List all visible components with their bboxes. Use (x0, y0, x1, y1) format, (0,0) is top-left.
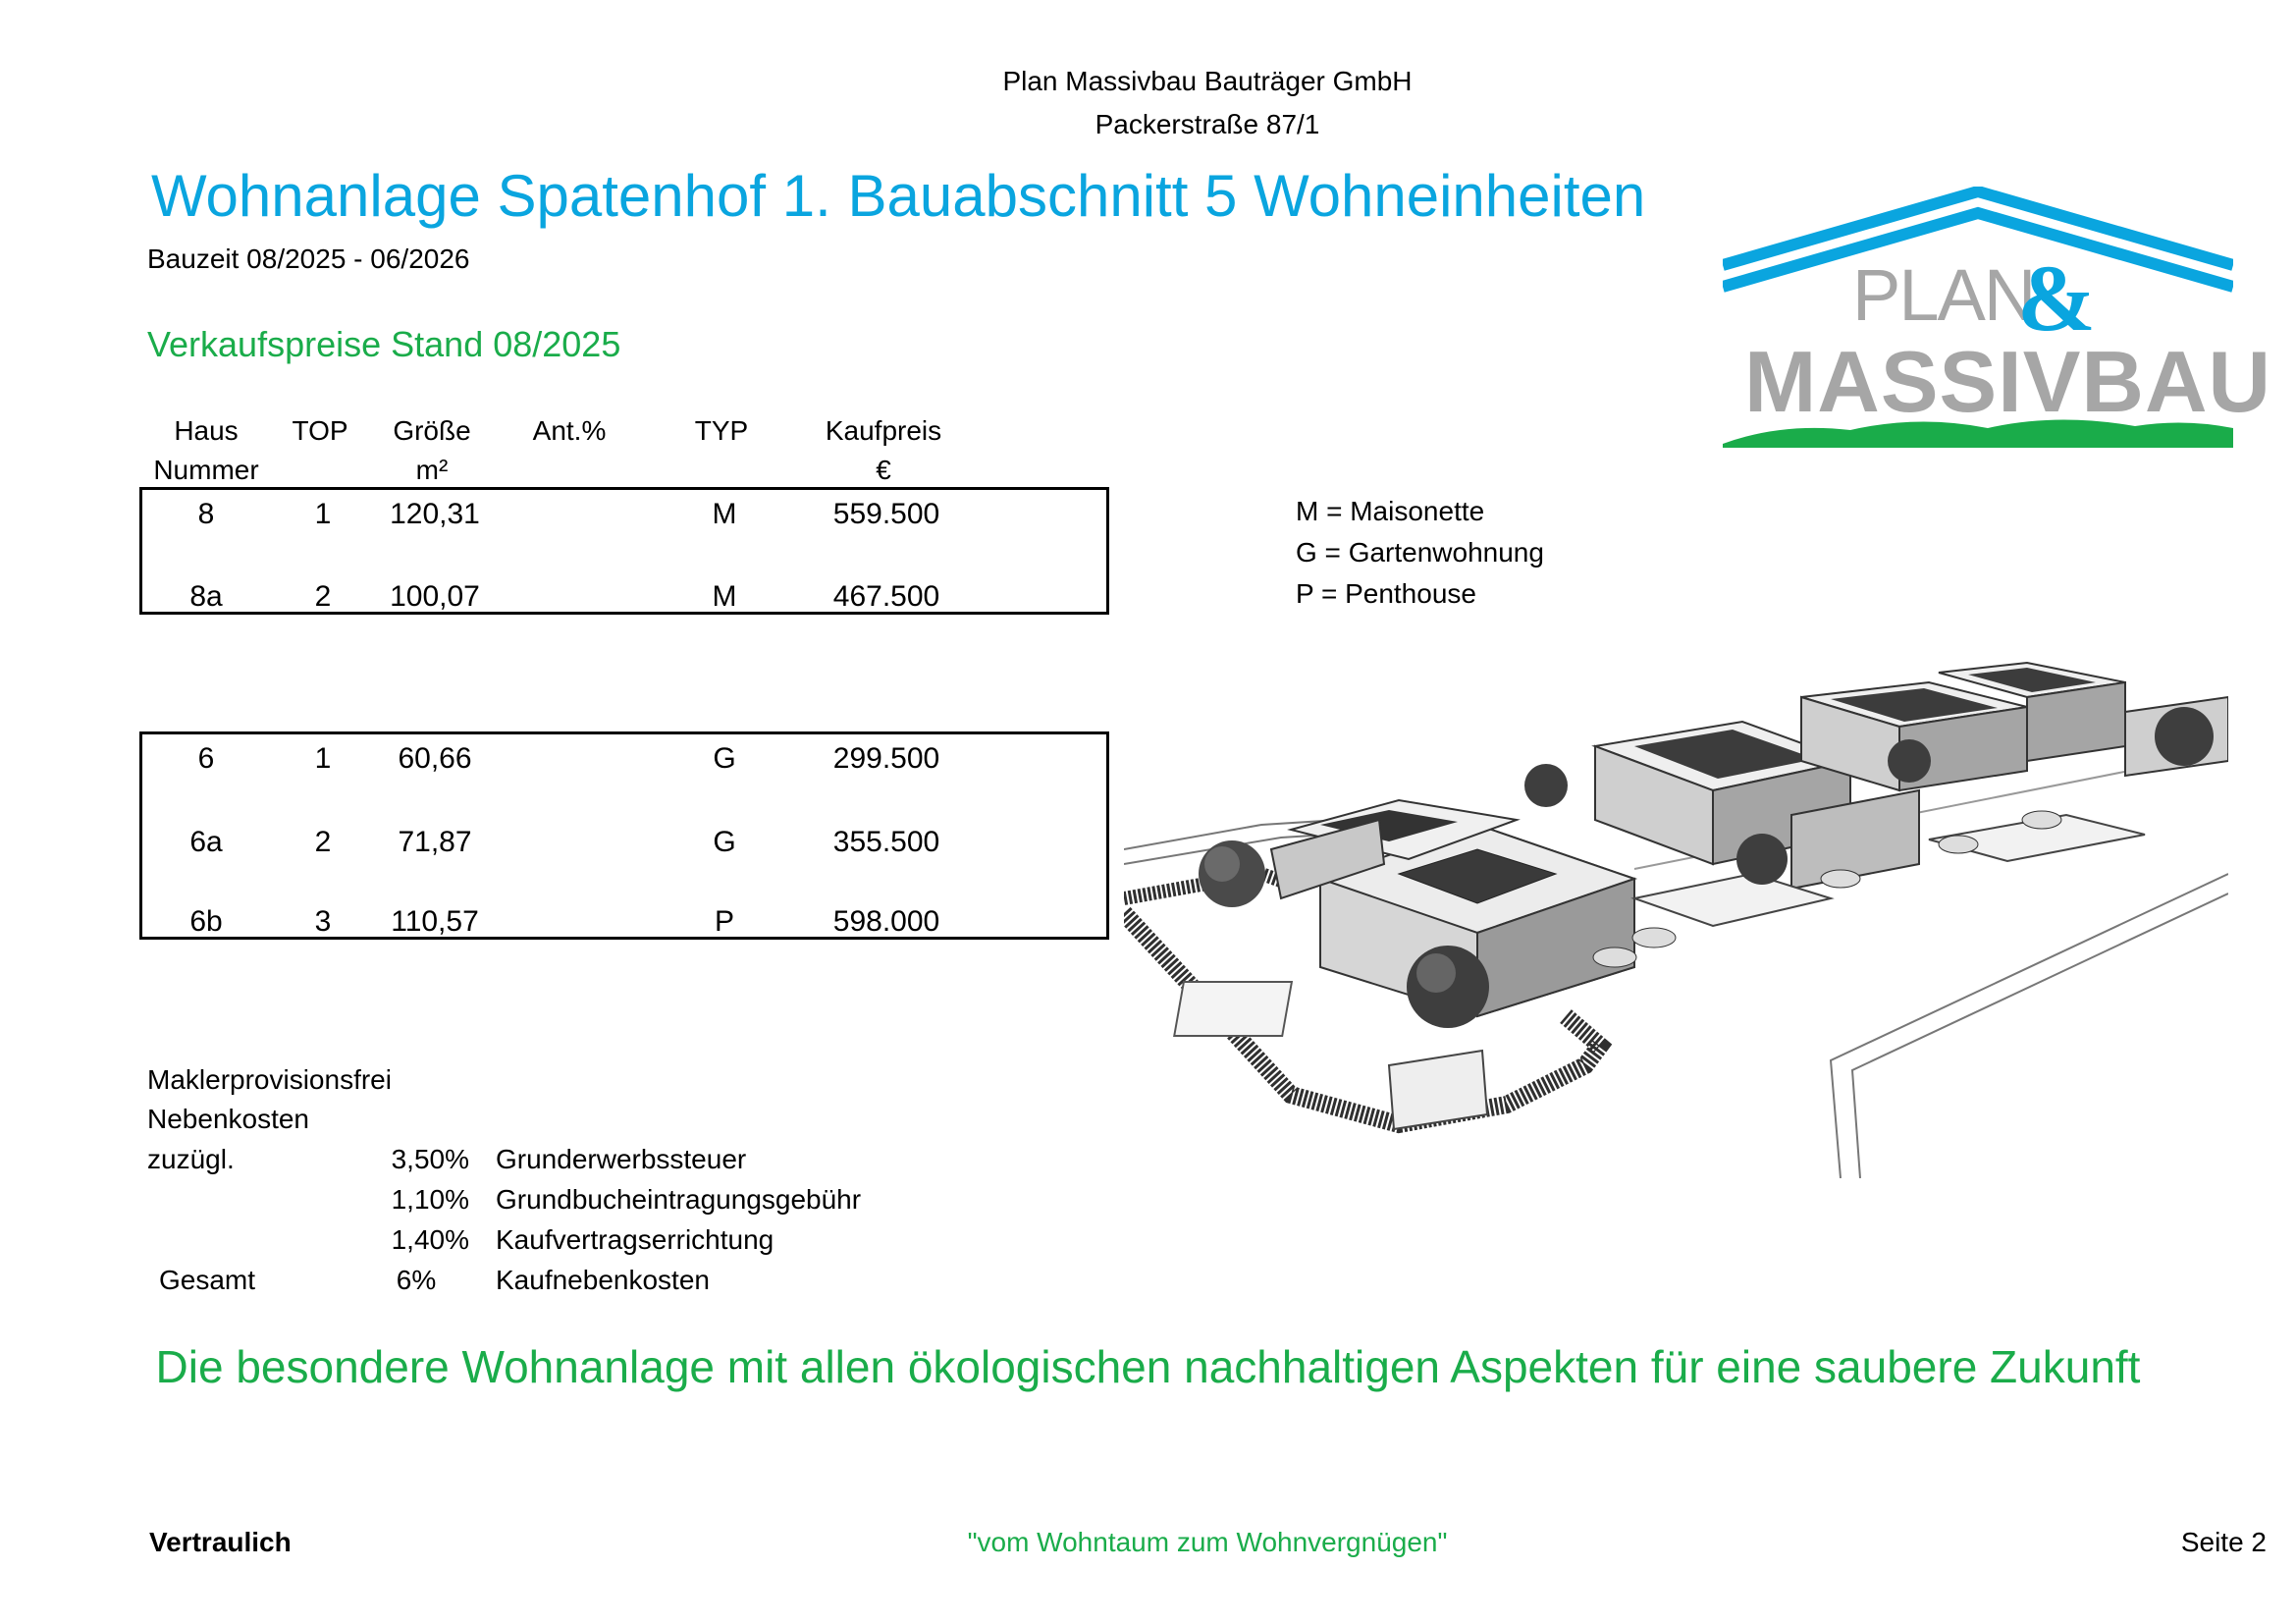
cell-groesse: 100,07 (390, 580, 480, 613)
building-rendering-image (1124, 653, 2228, 1178)
legend-maisonette: M = Maisonette (1296, 496, 1485, 526)
page-title: Wohnanlage Spatenhof 1. Bauabschnitt 5 Wohneinheiten (151, 163, 1646, 229)
note-zuzuegl: zuzügl. (147, 1144, 235, 1174)
cost-pct: 1,10% (391, 1184, 469, 1215)
cell-top: 2 (314, 580, 332, 613)
header-kaufpreis (805, 411, 962, 490)
footer-confidential: Vertraulich (149, 1527, 292, 1557)
cell-top: 2 (314, 826, 332, 858)
header-haus (147, 411, 265, 490)
cell-haus: 8 (197, 498, 215, 530)
header-groesse (373, 411, 491, 490)
price-subtitle: Verkaufspreise Stand 08/2025 (147, 324, 621, 364)
unit-table-group-1 (139, 487, 1109, 615)
footer-motto: "vom Wohntaum zum Wohnvergnügen" (967, 1527, 1448, 1557)
header-groesse-line2: m² (415, 455, 449, 485)
unit-table-group-2 (139, 731, 1109, 940)
company-name: Plan Massivbau Bauträger GmbH (1002, 66, 1413, 96)
cell-preis: 355.500 (832, 826, 940, 858)
cell-preis: 598.000 (832, 905, 940, 938)
cell-typ: M (712, 580, 737, 613)
header-haus-line1: Haus (174, 415, 239, 446)
cell-typ: P (714, 905, 734, 938)
cell-typ: M (712, 498, 737, 530)
slogan: Die besondere Wohnanlage mit allen ökologischen nachhaltigen Aspekten für eine saubere Zukunft (155, 1341, 2141, 1392)
cell-preis: 559.500 (832, 498, 940, 530)
cell-preis: 299.500 (832, 742, 940, 775)
company-logo (1723, 187, 2272, 452)
note-nebenkosten: Nebenkosten (147, 1104, 310, 1134)
cell-preis: 467.500 (832, 580, 940, 613)
cost-pct: 1,40% (391, 1224, 469, 1255)
logo-word-massivbau: MASSIVBAU (1744, 333, 2272, 430)
cell-top: 3 (314, 905, 332, 938)
cell-haus: 8a (189, 580, 223, 613)
cost-label: Grunderwerbssteuer (496, 1144, 747, 1174)
cell-top: 1 (314, 498, 332, 530)
cell-haus: 6 (197, 742, 215, 775)
gesamt-label: Gesamt (159, 1265, 256, 1295)
company-address: Packerstraße 87/1 (1095, 109, 1320, 139)
cell-groesse: 71,87 (398, 826, 472, 858)
header-preis-line2: € (876, 455, 891, 485)
header-typ: TYP (694, 415, 749, 446)
cell-haus: 6b (189, 905, 223, 938)
page-number: Seite 2 (2180, 1527, 2267, 1557)
legend-gartenwohnung: G = Gartenwohnung (1296, 537, 1544, 568)
note-makler: Maklerprovisionsfrei (147, 1064, 392, 1095)
header-preis-line1: Kaufpreis (825, 415, 942, 446)
cell-top: 1 (314, 742, 332, 775)
bauzeit: Bauzeit 08/2025 - 06/2026 (147, 244, 470, 274)
cost-label: Grundbucheintragungsgebühr (496, 1184, 862, 1215)
logo-ampersand: & (2017, 245, 2096, 351)
header-top: TOP (292, 415, 348, 446)
header-ant: Ant.% (532, 415, 607, 446)
cost-pct: 3,50% (391, 1144, 469, 1174)
cell-typ: G (713, 826, 736, 858)
cell-haus: 6a (189, 826, 223, 858)
legend-penthouse: P = Penthouse (1296, 578, 1476, 609)
header-groesse-line1: Größe (393, 415, 471, 446)
header-haus-line2: Nummer (153, 455, 259, 485)
cell-typ: G (713, 742, 736, 775)
logo-word-plan: PLAN (1852, 254, 2035, 336)
gesamt-pct: 6% (396, 1265, 437, 1295)
cost-label: Kaufvertragserrichtung (496, 1224, 774, 1255)
cell-groesse: 110,57 (391, 905, 479, 938)
cell-groesse: 60,66 (398, 742, 472, 775)
gesamt-text: Kaufnebenkosten (496, 1265, 710, 1295)
cell-groesse: 120,31 (390, 498, 480, 530)
